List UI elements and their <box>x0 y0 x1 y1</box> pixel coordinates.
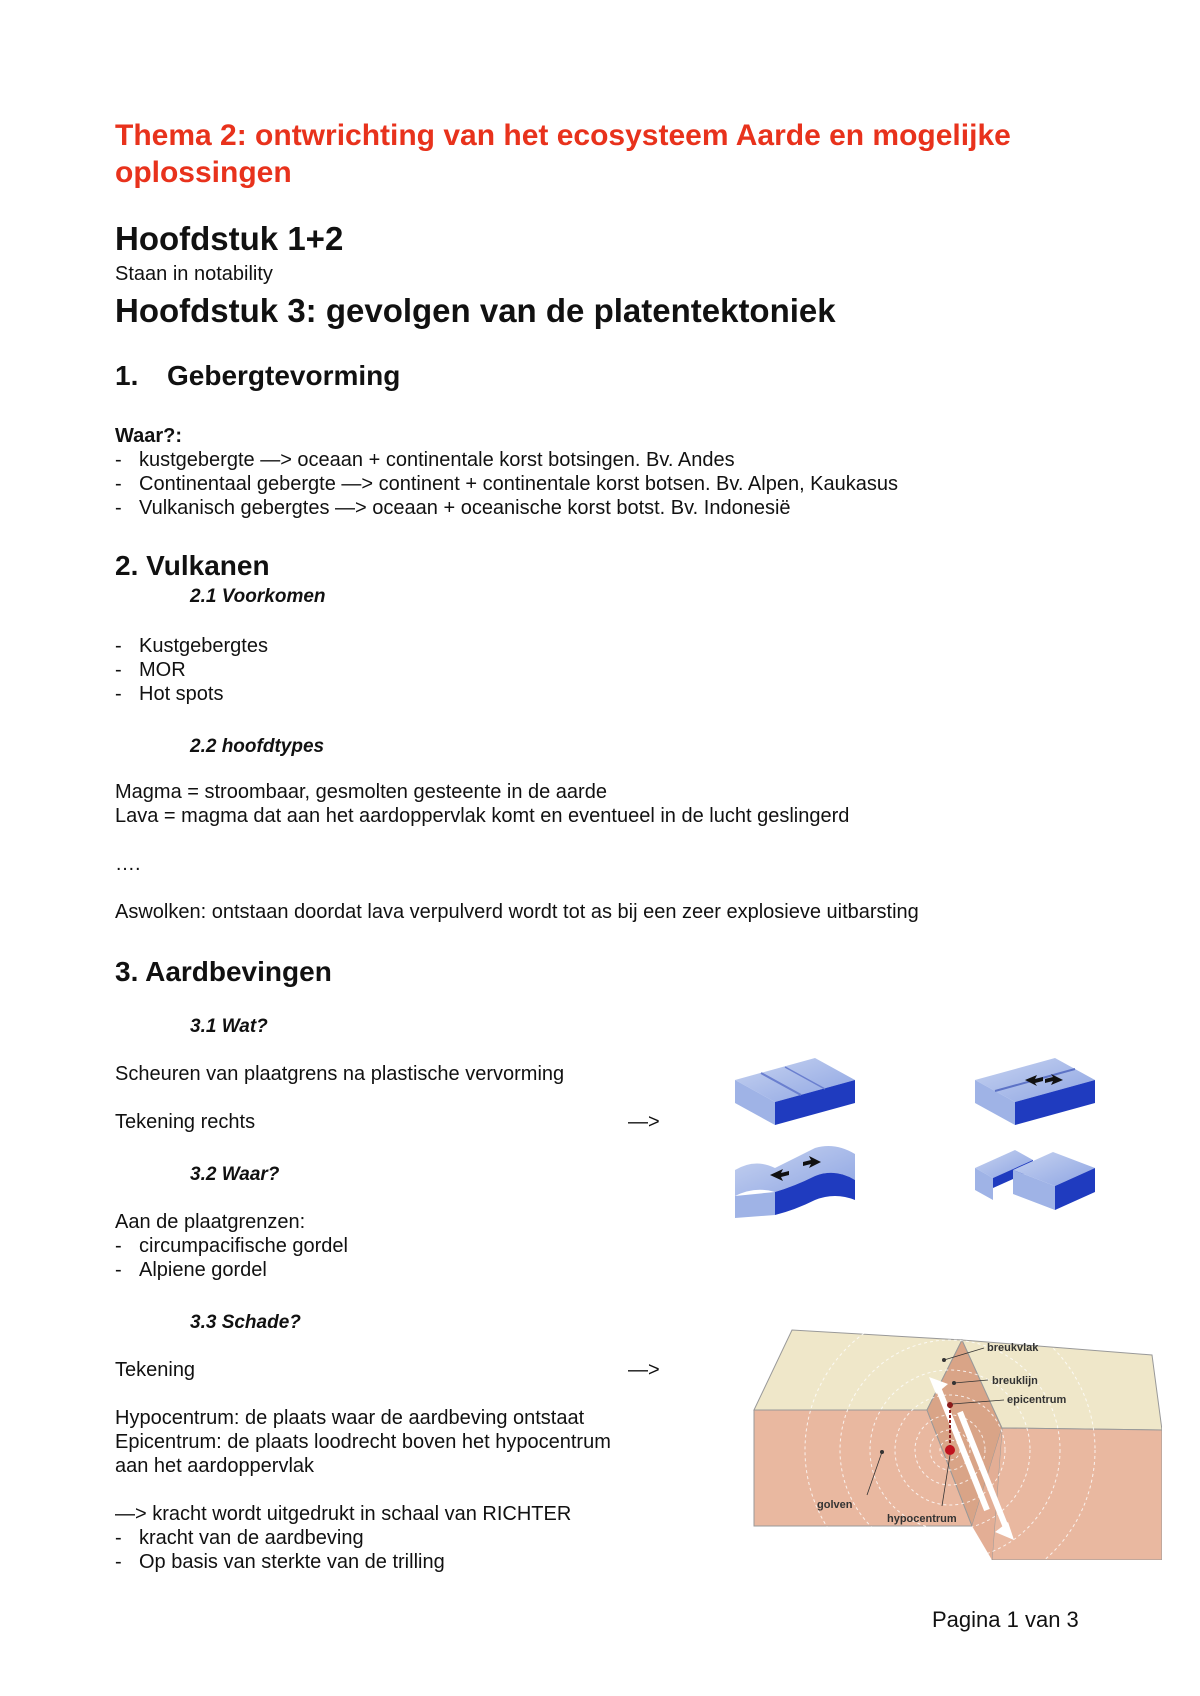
text-wat: Scheuren van plaatgrens na plastische vervorming <box>115 1063 565 1085</box>
text-epicentrum-1: Epicentrum: de plaats loodrecht boven het hypocentrum <box>115 1431 611 1453</box>
heading-aardbevingen: 3. Aardbevingen <box>115 956 332 987</box>
fault-block-3 <box>735 1146 855 1218</box>
list-item: - Kustgebergtes <box>115 635 268 657</box>
title-line-1: Thema 2: ontwrichting van het ecosysteem Aarde en mogelijke <box>115 119 1011 152</box>
fault-block-1 <box>735 1058 855 1125</box>
list-voorkomen <box>115 634 268 706</box>
fault-block-4 <box>975 1150 1095 1210</box>
note-notability: Staan in notability <box>115 263 273 285</box>
label-hypocentrum: hypocentrum <box>887 1513 957 1525</box>
list-item: - Vulkanisch gebergtes —> oceaan + oceanische korst botst. Bv. Indonesië <box>115 497 791 519</box>
section-number: 1. <box>115 360 139 391</box>
heading-vulkanen: 2. Vulkanen <box>115 550 270 581</box>
heading-hoofdstuk-3: Hoofdstuk 3: gevolgen van de platentektoniek <box>115 292 836 329</box>
list-item: - kracht van de aardbeving <box>115 1527 364 1549</box>
label-golven: golven <box>817 1499 853 1511</box>
list-item: - MOR <box>115 659 186 681</box>
text-richter: —> kracht wordt uitgedrukt in schaal van RICHTER <box>115 1503 572 1525</box>
fault-types-figure <box>725 1050 1125 1230</box>
label-breukvlak: breukvlak <box>987 1342 1039 1354</box>
subheading-schade: 3.3 Schade? <box>190 1312 301 1333</box>
list-item: - Alpiene gordel <box>115 1259 267 1281</box>
list-item: - circumpacifische gordel <box>115 1235 348 1257</box>
heading-gebergtevorming <box>115 360 400 392</box>
list-gordels <box>115 1234 348 1282</box>
list-item: - Hot spots <box>115 683 224 705</box>
list-item: - kustgebergte —> oceaan + continentale korst botsingen. Bv. Andes <box>115 449 735 471</box>
label-waar: Waar?: <box>115 425 183 447</box>
list-item: - Continentaal gebergte —> continent + continentale korst botsen. Bv. Alpen, Kaukasus <box>115 473 899 495</box>
text-tekening: Tekening <box>115 1359 196 1381</box>
label-epicentrum: epicentrum <box>1007 1394 1067 1406</box>
subheading-wat: 3.1 Wat? <box>190 1016 268 1037</box>
subheading-voorkomen: 2.1 Voorkomen <box>190 586 326 607</box>
text-epicentrum-2: aan het aardoppervlak <box>115 1455 315 1477</box>
text-lava: Lava = magma dat aan het aardoppervlak komt en eventueel in de lucht geslingerd <box>115 805 850 827</box>
label-breuklijn: breuklijn <box>992 1375 1038 1387</box>
arrow-right-2: —> <box>628 1359 660 1381</box>
document-title <box>115 117 1011 191</box>
text-tekening-rechts: Tekening rechts <box>115 1111 256 1133</box>
fault-block-2 <box>975 1058 1095 1125</box>
epicentrum-point <box>947 1402 953 1408</box>
list-gebergte <box>115 448 898 520</box>
page-number: Pagina 1 van 3 <box>932 1607 1079 1632</box>
arrow-right: —> <box>628 1111 660 1133</box>
earthquake-diagram <box>752 1300 1162 1560</box>
subheading-hoofdtypes: 2.2 hoofdtypes <box>190 736 325 757</box>
text-magma: Magma = stroombaar, gesmolten gesteente in de aarde <box>115 781 607 803</box>
hypocentrum-point <box>945 1445 955 1455</box>
subheading-waar: 3.2 Waar? <box>190 1164 280 1185</box>
section-title: Gebergtevorming <box>167 360 401 391</box>
text-ellipsis: …. <box>115 853 141 875</box>
text-hypocentrum: Hypocentrum: de plaats waar de aardbeving ontstaat <box>115 1407 585 1429</box>
text-aswolken: Aswolken: ontstaan doordat lava verpulverd wordt tot as bij een zeer explosieve uitbarsting <box>115 901 919 923</box>
list-item: - Op basis van sterkte van de trilling <box>115 1551 445 1573</box>
title-line-2: oplossingen <box>115 156 292 189</box>
text-plaatgrenzen: Aan de plaatgrenzen: <box>115 1211 306 1233</box>
heading-hoofdstuk-1-2: Hoofdstuk 1+2 <box>115 220 344 257</box>
list-richter <box>115 1526 445 1574</box>
